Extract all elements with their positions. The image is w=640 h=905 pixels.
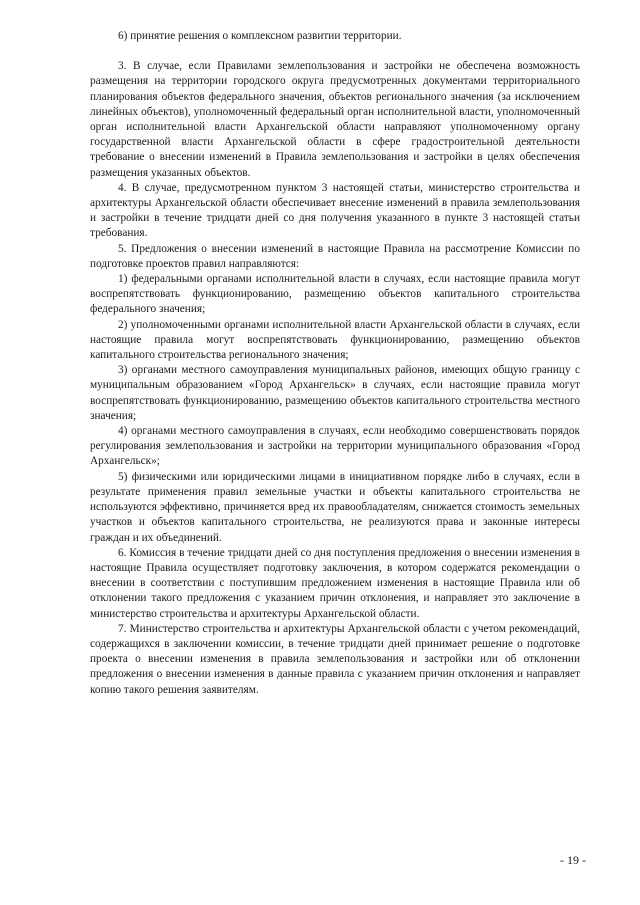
paragraph-clause-4: 4. В случае, предусмотренном пунктом 3 настоящей статьи, министерство строительства и архитектуры Архангельской области обеспечивает внесение изменений в правила землепользования и застройки в течение тридцати дней со дня получения указанного в пункте 3 настоящей статьи требования.: [90, 181, 580, 240]
paragraph-item-6: 6) принятие решения о комплексном развитии территории.: [118, 30, 402, 42]
paragraph-subitem-5: 5) физическими или юридическими лицами в инициативном порядке либо в случаях, если в результате применения правил земельные участки и объекты капитального строительства не используются эффективно, причиняется вред их правообладателям, снижается стоимость земельных участков и объектов капитального строительства, не реализуются права и законные интересы граждан и их объединений.: [90, 470, 580, 544]
paragraph-clause-7: 7. Министерство строительства и архитектуры Архангельской области с учетом рекомендаций, содержащихся в заключении комиссии, в течение тридцати дней принимает решение о подготовке проекта о внесении изменения в правила землепользования и застройки или об отклонении предложения о внесении изменения в данные правила с указанием причин отклонения и направляет копию такого решения заявителям.: [90, 622, 580, 696]
paragraph-subitem-4: 4) органами местного самоуправления в случаях, если необходимо совершенствовать порядок регулирования землепользования и застройки на территории муниципального образования «Город Архангельск»;: [90, 425, 580, 468]
page-number: - 19 -: [560, 853, 586, 867]
paragraph-subitem-1: 1) федеральными органами исполнительной власти в случаях, если настоящие правила могут воспрепятствовать функционированию, размещению объектов капитального строительства федерального значения;: [90, 273, 580, 316]
paragraph-subitem-3: 3) органами местного самоуправления муниципальных районов, имеющих общую границу с муниципальным образованием «Город Архангельск» в случаях, если настоящие правила могут воспрепятствовать функционированию, размещению объектов капитального строительства местного значения;: [90, 364, 580, 422]
document-body: [90, 29, 580, 698]
paragraph-clause-5: 5. Предложения о внесении изменений в настоящие Правила на рассмотрение Комиссии по подготовке проектов правил направляются:: [90, 242, 580, 270]
paragraph-clause-6: 6. Комиссия в течение тридцати дней со дня поступления предложения о внесении изменения в настоящие Правила осуществляет подготовку заключения, в котором содержатся рекомендации о внесении в соответствии с поступившим предложением изменения в настоящие Правила или об отклонении такого предложения с указанием причин отклонения, и направляет это заключение в министерство строительства и архитектуры Архангельской области.: [90, 546, 580, 620]
paragraph-clause-3: 3. В случае, если Правилами землепользования и застройки не обеспечена возможность размещения на территории городского округа предусмотренных документами территориального планирования объектов федерального значения, объектов регионального значения (за исключением линейных объектов), уполномоченный федеральный орган исполнительной власти, уполномоченный орган исполнительной власти Архангельской области направляют уполномоченному органу государственной власти Архангельской области в сфере градостроительной деятельности требование о внесении изменений в Правила землепользования и застройки в целях обеспечения размещения указанных объектов.: [90, 60, 580, 179]
paragraph-subitem-2: 2) уполномоченными органами исполнительной власти Архангельской области в случаях, если настоящие правила могут воспрепятствовать функционированию, размещению объектов капитального строительства регионального значения;: [90, 318, 580, 362]
